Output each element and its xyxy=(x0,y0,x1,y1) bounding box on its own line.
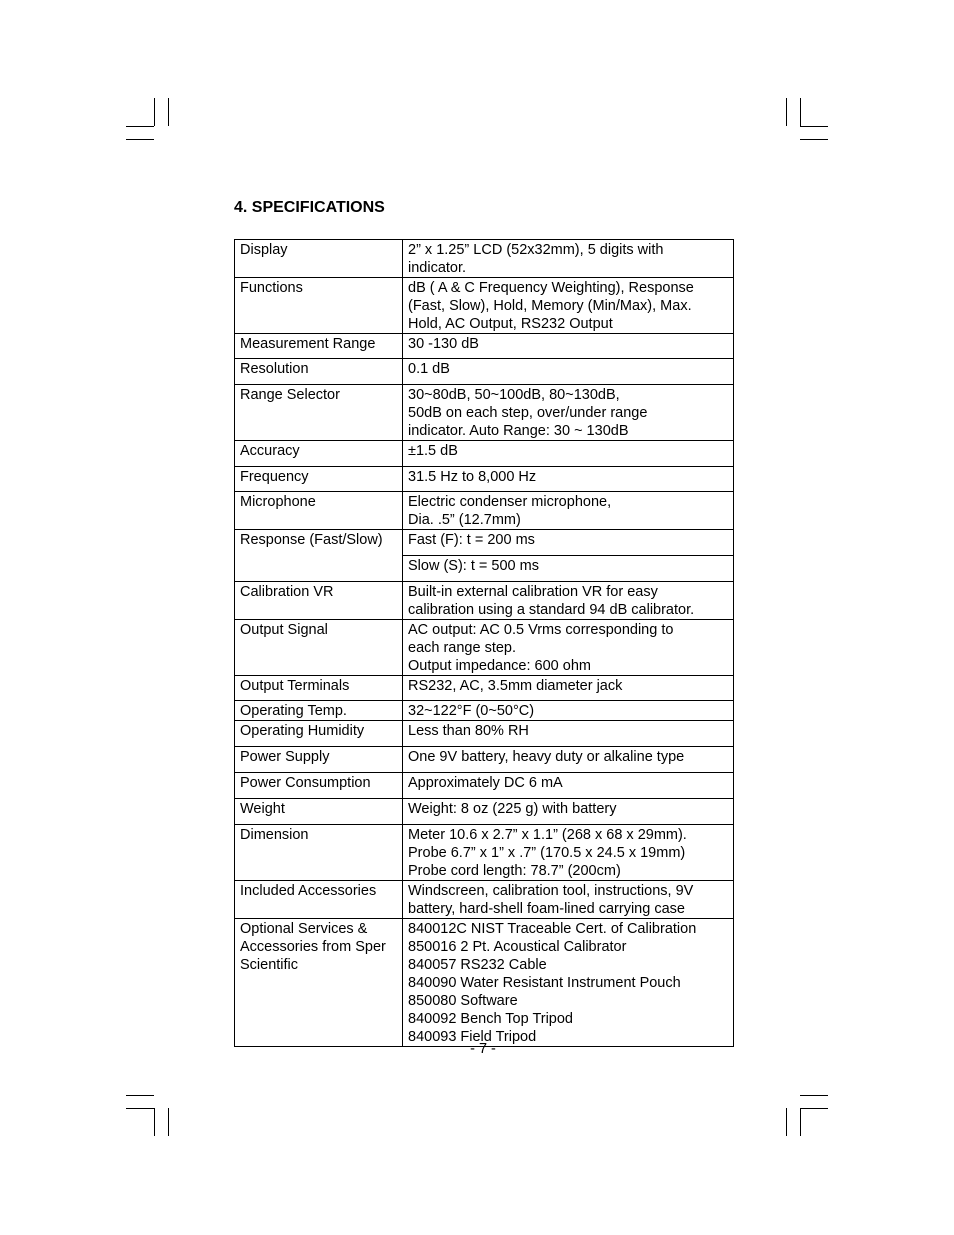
crop-mark xyxy=(154,1108,155,1136)
spec-value: 30 -130 dB xyxy=(403,334,734,359)
spec-label: Weight xyxy=(235,799,403,825)
spec-value: Slow (S): t = 500 ms xyxy=(403,556,734,582)
spec-value: Less than 80% RH xyxy=(403,721,734,747)
crop-mark xyxy=(126,139,154,140)
spec-value: RS232, AC, 3.5mm diameter jack xyxy=(403,676,734,701)
table-row xyxy=(235,676,734,701)
spec-label: Power Consumption xyxy=(235,773,403,799)
crop-mark xyxy=(800,1108,828,1109)
crop-mark xyxy=(126,1108,154,1109)
spec-value: Windscreen, calibration tool, instructions, 9V battery, hard-shell foam-lined carrying case xyxy=(403,881,734,919)
spec-value: Approximately DC 6 mA xyxy=(403,773,734,799)
crop-mark xyxy=(786,98,787,126)
spec-label: Functions xyxy=(235,278,403,334)
crop-mark xyxy=(168,98,169,126)
spec-label: Included Accessories xyxy=(235,881,403,919)
spec-value: 31.5 Hz to 8,000 Hz xyxy=(403,467,734,492)
spec-value: AC output: AC 0.5 Vrms corresponding to each range step. Output impedance: 600 ohm xyxy=(403,620,734,676)
spec-label: Optional Services & Accessories from Sper Scientific xyxy=(235,919,403,1047)
table-row xyxy=(235,721,734,747)
spec-label: Calibration VR xyxy=(235,582,403,620)
spec-value: Fast (F): t = 200 ms xyxy=(403,530,734,556)
table-row xyxy=(235,799,734,825)
table-row xyxy=(235,881,734,919)
crop-mark xyxy=(800,1095,828,1096)
spec-label: Frequency xyxy=(235,467,403,492)
table-row xyxy=(235,441,734,467)
spec-value: ±1.5 dB xyxy=(403,441,734,467)
spec-value: Built-in external calibration VR for easy calibration using a standard 94 dB calibrator. xyxy=(403,582,734,620)
crop-mark xyxy=(786,1108,787,1136)
spec-label: Resolution xyxy=(235,359,403,385)
crop-mark xyxy=(126,126,154,127)
table-row xyxy=(235,530,734,556)
table-row xyxy=(235,747,734,773)
table-row xyxy=(235,825,734,881)
table-row xyxy=(235,334,734,359)
spec-value: One 9V battery, heavy duty or alkaline type xyxy=(403,747,734,773)
specifications-table xyxy=(234,239,734,1047)
page-number: - 7 - xyxy=(470,1041,496,1057)
spec-value: Meter 10.6 x 2.7” x 1.1” (268 x 68 x 29mm). Probe 6.7” x 1” x .7” (170.5 x 24.5 x 19mm) Probe cord length: 78.7” (200cm) xyxy=(403,825,734,881)
table-row xyxy=(235,240,734,278)
crop-mark xyxy=(168,1108,169,1136)
table-row xyxy=(235,385,734,441)
spec-value: Electric condenser microphone, Dia. .5” (12.7mm) xyxy=(403,492,734,530)
spec-label: Measurement Range xyxy=(235,334,403,359)
table-row xyxy=(235,773,734,799)
spec-label: Power Supply xyxy=(235,747,403,773)
spec-label: Operating Temp. xyxy=(235,701,403,721)
spec-label: Response (Fast/Slow) xyxy=(235,530,403,582)
spec-label: Operating Humidity xyxy=(235,721,403,747)
spec-value: 0.1 dB xyxy=(403,359,734,385)
spec-value: 32~122°F (0~50°C) xyxy=(403,701,734,721)
crop-mark xyxy=(126,1095,154,1096)
table-row xyxy=(235,467,734,492)
crop-mark xyxy=(800,98,801,126)
table-row xyxy=(235,919,734,1047)
crop-mark xyxy=(800,1108,801,1136)
spec-label: Output Terminals xyxy=(235,676,403,701)
spec-label: Microphone xyxy=(235,492,403,530)
table-row xyxy=(235,620,734,676)
spec-label: Range Selector xyxy=(235,385,403,441)
crop-mark xyxy=(800,139,828,140)
spec-label: Output Signal xyxy=(235,620,403,676)
table-row xyxy=(235,701,734,721)
table-row xyxy=(235,278,734,334)
spec-value: dB ( A & C Frequency Weighting), Response (Fast, Slow), Hold, Memory (Min/Max), Max. Hold, AC Output, RS232 Output xyxy=(403,278,734,334)
spec-label: Accuracy xyxy=(235,441,403,467)
spec-value: Weight: 8 oz (225 g) with battery xyxy=(403,799,734,825)
spec-label: Dimension xyxy=(235,825,403,881)
table-row xyxy=(235,359,734,385)
spec-label: Display xyxy=(235,240,403,278)
crop-mark xyxy=(154,98,155,126)
spec-value: 840012C NIST Traceable Cert. of Calibration 850016 2 Pt. Acoustical Calibrator 840057 RS232 Cable 840090 Water Resistant Instrument Pouch 850080 Software 840092 Bench Top Tripod 840093 Field Tripod xyxy=(403,919,734,1047)
section-title: 4. SPECIFICATIONS xyxy=(234,199,385,216)
table-row xyxy=(235,492,734,530)
crop-mark xyxy=(800,126,828,127)
spec-value: 30~80dB, 50~100dB, 80~130dB, 50dB on each step, over/under range indicator. Auto Range: 30 ~ 130dB xyxy=(403,385,734,441)
table-row xyxy=(235,582,734,620)
spec-value: 2” x 1.25” LCD (52x32mm), 5 digits with indicator. xyxy=(403,240,734,278)
